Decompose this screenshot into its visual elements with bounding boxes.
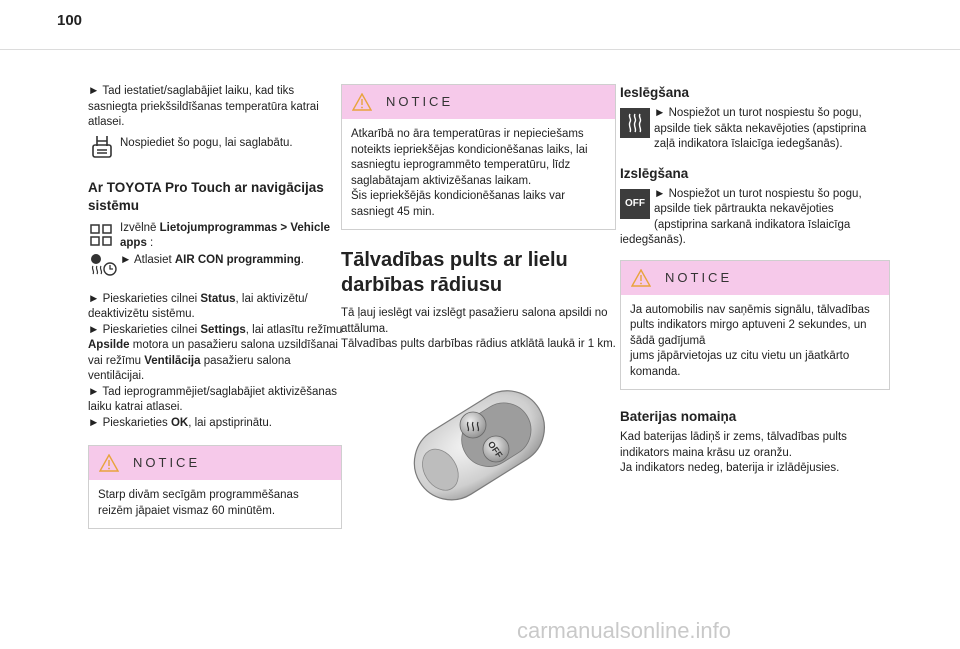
select-text: ► Atlasiet AIR CON programming. <box>120 252 304 269</box>
warning-icon <box>631 269 651 287</box>
notice-title: NOTICE <box>665 269 733 285</box>
menu-text: Izvēlnē Lietojumprogrammas > Vehicle apps : <box>120 221 330 249</box>
battery-line-1: Kad baterijas lādiņš ir zems, tālvadības pults indikators maina krāsu uz oranžu. <box>620 431 847 459</box>
warning-icon <box>99 454 119 472</box>
remote-p2: Tālvadības pults darbības rādius atklātā laukā ir 1 km. <box>341 338 616 350</box>
battery-line-2: Ja indikators nedeg, baterija ir izlādējusies. <box>620 462 840 474</box>
off-icon: OFF <box>620 189 650 219</box>
notice-header <box>89 446 341 480</box>
on-heading: Ieslēgšana <box>620 85 690 100</box>
paragraph-set-time: ► Tad iestatiet/saglabājiet laiku, kad tiks sasniegta priekšsildīšanas temperatūra katrai atlasei. <box>88 84 343 131</box>
save-icon <box>88 133 116 161</box>
step-ok: ► Pieskarieties OK, lai apstiprinātu. <box>88 416 343 432</box>
notice-box-3 <box>620 260 890 391</box>
off-button <box>483 436 509 462</box>
warning-icon <box>352 93 372 111</box>
notice-header <box>621 261 889 295</box>
remote-off-label: OFF <box>485 438 505 460</box>
heater-icon <box>620 108 650 138</box>
on-block <box>620 106 890 153</box>
heater-button <box>460 412 486 438</box>
step-settings: ► Pieskarieties cilnei Settings, lai atlasītu režīmu Apsilde motora un pasažieru salona uzsildīšanai vai režīmu Ventilācija pasažieru salona ventilācijai. <box>88 323 343 385</box>
column-1 <box>88 84 343 529</box>
watermark: carmanualsonline.info <box>517 618 732 643</box>
notice-body <box>342 119 615 229</box>
nav-heading: Ar TOYOTA Pro Touch ar navigācijas sistēmu <box>88 179 324 213</box>
climate-timer-icon <box>88 250 116 278</box>
off-text: ► Nospiežot un turot nospiestu šo pogu, apsilde tiek pārtraukta nekavējoties (apstiprina sarkanā indikatora īslaicīga iedegšanās). <box>620 187 890 249</box>
off-heading: Izslēgšana <box>620 165 689 181</box>
notice-line-2: jums jāpārvietojas uz citu vietu un jāatkārto komanda. <box>630 350 850 378</box>
menu-row <box>88 221 343 252</box>
notice-title: NOTICE <box>386 94 454 110</box>
notice-title: NOTICE <box>133 455 201 471</box>
save-hint-text: Nospiediet šo pogu, lai saglabātu. <box>120 136 293 149</box>
notice-line-2: Šis iepriekšējās kondicionēšanas laiks var sasniegt 45 min. <box>351 190 566 218</box>
notice-box-2 <box>341 84 616 230</box>
select-row <box>88 252 343 278</box>
notice-line-1: Ja automobilis nav saņēmis signālu, tālvadības pults indikators mirgo aptuveni 2 sekundes, un šādā gadījumā <box>630 303 870 347</box>
on-text: ► Nospiežot un turot nospiestu šo pogu, apsilde tiek sākta nekavējoties (apstiprina zaļā indikatora īslaicīga iedegšanās). <box>620 106 890 153</box>
save-hint-row <box>88 133 343 161</box>
notice-body <box>621 295 889 390</box>
header-rule <box>0 49 960 50</box>
notice-box-1 <box>88 445 342 529</box>
column-3 <box>620 84 890 477</box>
notice-line-1: Atkarībā no āra temperatūras ir nepieciešams noteikts iepriekšējas kondicionēšanas laiks, lai sasniegtu ieprogrammēto temperatūru, līdz saglabātajam aktivizēšanas laikam. <box>351 128 588 187</box>
remote-p1: Tā ļauj ieslēgt vai izslēgt pasažieru salona apsildi no attāluma. <box>341 307 608 335</box>
notice-header <box>342 85 615 119</box>
step-program: ► Tad ieprogrammējiet/saglabājiet aktivizēšanas laiku katrai atlasei. <box>88 385 343 416</box>
step-status: ► Pieskarieties cilnei Status, lai aktivizētu/ deaktivizētu sistēmu. <box>88 292 343 323</box>
battery-heading: Baterijas nomaiņa <box>620 409 737 424</box>
off-block <box>620 187 890 249</box>
apps-grid-icon <box>88 221 116 249</box>
column-2 <box>341 84 616 507</box>
remote-heading: Tālvadības pults ar lielu darbības rādiusu <box>341 249 568 296</box>
notice-text: Starp divām secīgām programmēšanas reizēm jāpaiet vismaz 60 minūtēm. <box>98 489 299 517</box>
page-number: 100 <box>57 12 83 29</box>
remote-control-illustration <box>403 383 553 507</box>
